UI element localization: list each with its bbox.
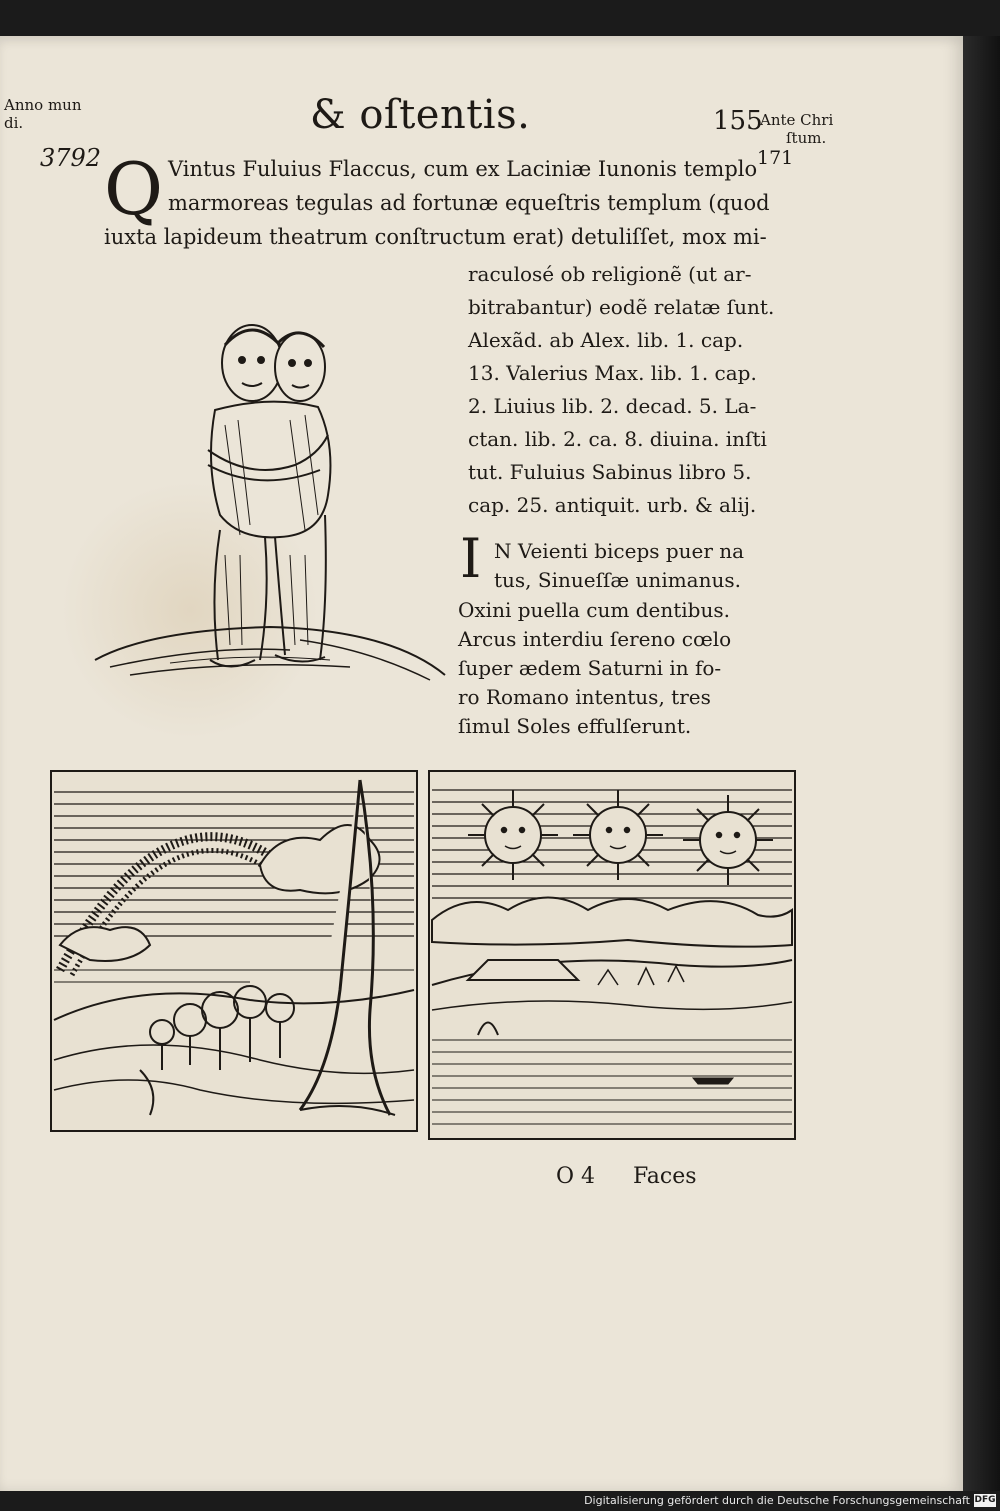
entry1-col-line: 2. Liuius lib. 2. decad. 5. La-: [468, 394, 757, 418]
drop-cap-i: I: [460, 527, 482, 590]
margin-anno-mundi-1: Anno mun: [4, 96, 82, 114]
entry1-col-line: tut. Fuluius Sabinus libro 5.: [468, 460, 752, 484]
entry1-col-line: ctan. lib. 2. ca. 8. diuina. inſti: [468, 427, 767, 451]
entry1-column: [468, 258, 775, 522]
catchline: [556, 1164, 697, 1189]
entry1-col-line: raculosé ob religionẽ (ut ar-: [468, 262, 752, 286]
entry1-col-line: Alexãd. ab Alex. lib. 1. cap.: [468, 328, 744, 352]
entry2-col-line: Arcus interdiu ſereno cœlo: [458, 627, 732, 651]
running-head: & oſtentis.: [310, 92, 531, 138]
entry1-col-line: cap. 25. antiquit. urb. & alij.: [468, 493, 757, 517]
woodcut-two-headed-child: [90, 315, 450, 690]
woodcut-three-suns: [428, 770, 796, 1140]
entry2-column: [458, 596, 748, 741]
entry2-col-line: ſuper ædem Saturni in fo-: [458, 656, 722, 680]
entry1-col-line: bitrabantur) eodẽ relatæ ſunt.: [468, 295, 775, 319]
entry1-line-3: iuxta lapideum theatrum conſtructum erat) detuliſſet, mox mi-: [104, 225, 767, 249]
drop-cap-q: Q: [104, 147, 164, 231]
margin-anno-mundi-2: di.: [4, 114, 24, 132]
margin-year-am: 3792: [40, 144, 102, 172]
margin-ante-christum-2: ſtum.: [786, 129, 827, 147]
margin-year-bc: 171: [757, 147, 794, 169]
digitization-credit: Digitalisierung gefördert durch die Deutsche Forschungsgemeinschaft: [584, 1494, 970, 1507]
entry2-col-line: ſimul Soles effulſerunt.: [458, 714, 692, 738]
dfg-logo: DFG: [974, 1495, 996, 1505]
entry1-line-1: Vintus Fuluius Flaccus, cum ex Laciniæ Iunonis templo: [168, 157, 758, 181]
entry2-line-1: N Veienti biceps puer na: [494, 539, 745, 563]
page-number: 155: [713, 106, 763, 136]
catchword: Faces: [633, 1164, 697, 1189]
entry2-col-line: ro Romano intentus, tres: [458, 685, 711, 709]
margin-ante-christum-1: Ante Chri: [760, 111, 834, 129]
woodcut-rainbow-landscape: [50, 770, 418, 1132]
scan-right-edge: [963, 36, 1000, 1491]
entry2-line-2: tus, Sinueſſæ unimanus.: [494, 568, 741, 592]
entry1-line-2: marmoreas tegulas ad fortunæ equeſtris templum (quod: [168, 191, 770, 215]
entry1-col-line: 13. Valerius Max. lib. 1. cap.: [468, 361, 757, 385]
entry2-col-line: Oxini puella cum dentibus.: [458, 598, 730, 622]
book-page: [0, 36, 963, 1491]
signature-mark: O 4: [556, 1164, 596, 1189]
